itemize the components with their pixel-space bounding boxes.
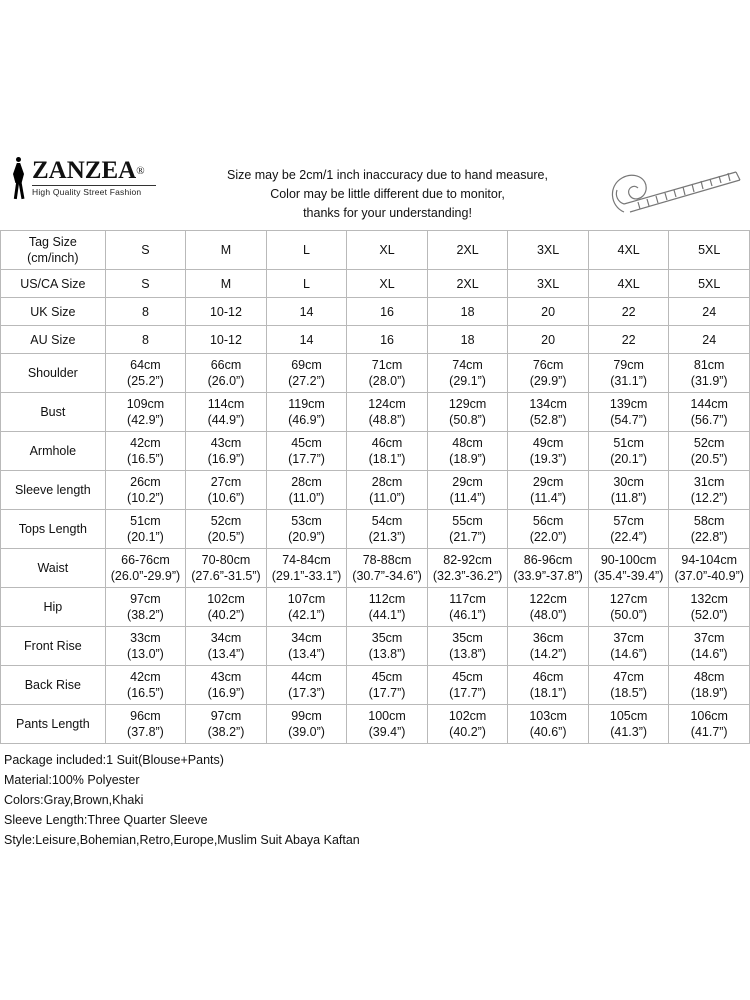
cell: 22: [588, 298, 669, 326]
cell: 99cm (39.0”): [266, 705, 347, 744]
cell: 29cm (11.4”): [427, 471, 508, 510]
cell: 64cm (25.2”): [105, 354, 186, 393]
brand-tagline: High Quality Street Fashion: [32, 185, 156, 197]
cell: 144cm (56.7”): [669, 393, 750, 432]
cell: 132cm (52.0”): [669, 588, 750, 627]
notice-line-1: Size may be 2cm/1 inch inaccuracy due to hand measure,: [226, 168, 548, 182]
cell: XL: [347, 270, 428, 298]
cell: 119cm (46.9”): [266, 393, 347, 432]
row-label-front-rise: Front Rise: [1, 627, 106, 666]
table-row-back-rise: [1, 666, 750, 705]
cell: 52cm (20.5”): [669, 432, 750, 471]
measurement-notice: [175, 166, 600, 223]
cell: 18: [427, 298, 508, 326]
table-row-tops-length: [1, 510, 750, 549]
cell: 79cm (31.1”): [588, 354, 669, 393]
cell: 34cm (13.4”): [266, 627, 347, 666]
product-notes: [0, 750, 750, 850]
cell: 16: [347, 298, 428, 326]
row-label-uk-size: UK Size: [1, 298, 106, 326]
cell: 14: [266, 298, 347, 326]
cell: 71cm (28.0”): [347, 354, 428, 393]
row-label-tops-length: Tops Length: [1, 510, 106, 549]
cell: 8: [105, 298, 186, 326]
cell: 42cm (16.5”): [105, 432, 186, 471]
cell: 114cm (44.9”): [186, 393, 267, 432]
cell: 33cm (13.0”): [105, 627, 186, 666]
cell: 46cm (18.1”): [347, 432, 428, 471]
cell: 112cm (44.1”): [347, 588, 428, 627]
cell: 18: [427, 326, 508, 354]
cell: 58cm (22.8”): [669, 510, 750, 549]
cell: 103cm (40.6”): [508, 705, 589, 744]
cell: S: [105, 231, 186, 270]
cell: XL: [347, 231, 428, 270]
cell: 96cm (37.8”): [105, 705, 186, 744]
cell: 35cm (13.8”): [427, 627, 508, 666]
cell: 5XL: [669, 270, 750, 298]
table-row-armhole: [1, 432, 750, 471]
cell: 28cm (11.0”): [347, 471, 428, 510]
cell: 37cm (14.6”): [669, 627, 750, 666]
cell: 109cm (42.9”): [105, 393, 186, 432]
cell: 45cm (17.7”): [427, 666, 508, 705]
row-label-tag-size: Tag Size (cm/inch): [1, 231, 106, 270]
note-material: Material:100% Polyester: [4, 773, 140, 787]
cell: 43cm (16.9”): [186, 432, 267, 471]
brand-logo: [8, 156, 168, 200]
cell: 54cm (21.3”): [347, 510, 428, 549]
cell: 105cm (41.3”): [588, 705, 669, 744]
cell: 69cm (27.2”): [266, 354, 347, 393]
cell: 57cm (22.4”): [588, 510, 669, 549]
table-row-us-ca-size: [1, 270, 750, 298]
row-label-shoulder: Shoulder: [1, 354, 106, 393]
cell: M: [186, 270, 267, 298]
table-row-bust: [1, 393, 750, 432]
cell: 106cm (41.7”): [669, 705, 750, 744]
cell: 70-80cm (27.6”-31.5”): [186, 549, 267, 588]
cell: 66-76cm (26.0”-29.9”): [105, 549, 186, 588]
cell: 37cm (14.6”): [588, 627, 669, 666]
cell: 3XL: [508, 231, 589, 270]
cell: 4XL: [588, 231, 669, 270]
table-row-pants-length: [1, 705, 750, 744]
brand-name-text: ZANZEA: [32, 157, 137, 184]
cell: 55cm (21.7”): [427, 510, 508, 549]
cell: 127cm (50.0”): [588, 588, 669, 627]
cell: 51cm (20.1”): [588, 432, 669, 471]
row-label-us-ca-size: US/CA Size: [1, 270, 106, 298]
row-label-bust: Bust: [1, 393, 106, 432]
cell: 81cm (31.9”): [669, 354, 750, 393]
row-label-back-rise: Back Rise: [1, 666, 106, 705]
woman-silhouette-icon: [8, 156, 30, 200]
cell: 100cm (39.4”): [347, 705, 428, 744]
cell: 48cm (18.9”): [427, 432, 508, 471]
cell: 102cm (40.2”): [427, 705, 508, 744]
note-colors: Colors:Gray,Brown,Khaki: [4, 793, 144, 807]
cell: 28cm (11.0”): [266, 471, 347, 510]
size-chart-sheet: [0, 150, 750, 850]
cell: 74cm (29.1”): [427, 354, 508, 393]
cell: 90-100cm (35.4”-39.4”): [588, 549, 669, 588]
cell: 124cm (48.8”): [347, 393, 428, 432]
table-row-hip: [1, 588, 750, 627]
cell: 78-88cm (30.7”-34.6”): [347, 549, 428, 588]
cell: 30cm (11.8”): [588, 471, 669, 510]
note-sleeve-length: Sleeve Length:Three Quarter Sleeve: [4, 813, 208, 827]
cell: 42cm (16.5”): [105, 666, 186, 705]
cell: L: [266, 270, 347, 298]
cell: 134cm (52.8”): [508, 393, 589, 432]
cell: 16: [347, 326, 428, 354]
row-label-sleeve-length: Sleeve length: [1, 471, 106, 510]
note-package: Package included:1 Suit(Blouse+Pants): [4, 753, 224, 767]
cell: 117cm (46.1”): [427, 588, 508, 627]
cell: 24: [669, 298, 750, 326]
table-row-front-rise: [1, 627, 750, 666]
cell: 31cm (12.2”): [669, 471, 750, 510]
table-row-shoulder: [1, 354, 750, 393]
cell: 22: [588, 326, 669, 354]
cell: 102cm (40.2”): [186, 588, 267, 627]
cell: L: [266, 231, 347, 270]
cell: 20: [508, 298, 589, 326]
cell: 5XL: [669, 231, 750, 270]
cell: 10-12: [186, 298, 267, 326]
cell: 24: [669, 326, 750, 354]
cell: 51cm (20.1”): [105, 510, 186, 549]
cell: 76cm (29.9”): [508, 354, 589, 393]
table-row-tag-size: [1, 231, 750, 270]
cell: 48cm (18.9”): [669, 666, 750, 705]
cell: 46cm (18.1”): [508, 666, 589, 705]
note-style: Style:Leisure,Bohemian,Retro,Europe,Muslim Suit Abaya Kaftan: [4, 833, 360, 847]
table-row-au-size: [1, 326, 750, 354]
cell: 47cm (18.5”): [588, 666, 669, 705]
cell: 2XL: [427, 231, 508, 270]
cell: 94-104cm (37.0”-40.9”): [669, 549, 750, 588]
cell: 34cm (13.4”): [186, 627, 267, 666]
row-label-au-size: AU Size: [1, 326, 106, 354]
chart-header: [0, 150, 750, 230]
brand-name: [32, 158, 156, 184]
cell: 2XL: [427, 270, 508, 298]
row-label-pants-length: Pants Length: [1, 705, 106, 744]
table-row-uk-size: [1, 298, 750, 326]
table-row-sleeve-length: [1, 471, 750, 510]
cell: 122cm (48.0”): [508, 588, 589, 627]
size-table: [0, 230, 750, 744]
cell: 97cm (38.2”): [105, 588, 186, 627]
cell: 29cm (11.4”): [508, 471, 589, 510]
cell: 10-12: [186, 326, 267, 354]
cell: M: [186, 231, 267, 270]
cell: S: [105, 270, 186, 298]
cell: 36cm (14.2”): [508, 627, 589, 666]
notice-line-3: thanks for your understanding!: [303, 206, 472, 220]
cell: 97cm (38.2”): [186, 705, 267, 744]
cell: 14: [266, 326, 347, 354]
cell: 53cm (20.9”): [266, 510, 347, 549]
table-row-waist: [1, 549, 750, 588]
cell: 56cm (22.0”): [508, 510, 589, 549]
row-label-armhole: Armhole: [1, 432, 106, 471]
cell: 3XL: [508, 270, 589, 298]
cell: 35cm (13.8”): [347, 627, 428, 666]
cell: 8: [105, 326, 186, 354]
cell: 4XL: [588, 270, 669, 298]
cell: 20: [508, 326, 589, 354]
cell: 44cm (17.3”): [266, 666, 347, 705]
cell: 66cm (26.0”): [186, 354, 267, 393]
row-label-hip: Hip: [1, 588, 106, 627]
cell: 43cm (16.9”): [186, 666, 267, 705]
cell: 45cm (17.7”): [266, 432, 347, 471]
cell: 52cm (20.5”): [186, 510, 267, 549]
cell: 129cm (50.8”): [427, 393, 508, 432]
measuring-tape-icon: [604, 160, 744, 220]
cell: 74-84cm (29.1”-33.1”): [266, 549, 347, 588]
cell: 139cm (54.7”): [588, 393, 669, 432]
cell: 49cm (19.3”): [508, 432, 589, 471]
row-label-waist: Waist: [1, 549, 106, 588]
notice-line-2: Color may be little different due to monitor,: [270, 187, 505, 201]
cell: 86-96cm (33.9”-37.8”): [508, 549, 589, 588]
registered-mark: ®: [136, 165, 145, 177]
cell: 107cm (42.1”): [266, 588, 347, 627]
cell: 45cm (17.7”): [347, 666, 428, 705]
cell: 26cm (10.2”): [105, 471, 186, 510]
cell: 27cm (10.6”): [186, 471, 267, 510]
cell: 82-92cm (32.3”-36.2”): [427, 549, 508, 588]
